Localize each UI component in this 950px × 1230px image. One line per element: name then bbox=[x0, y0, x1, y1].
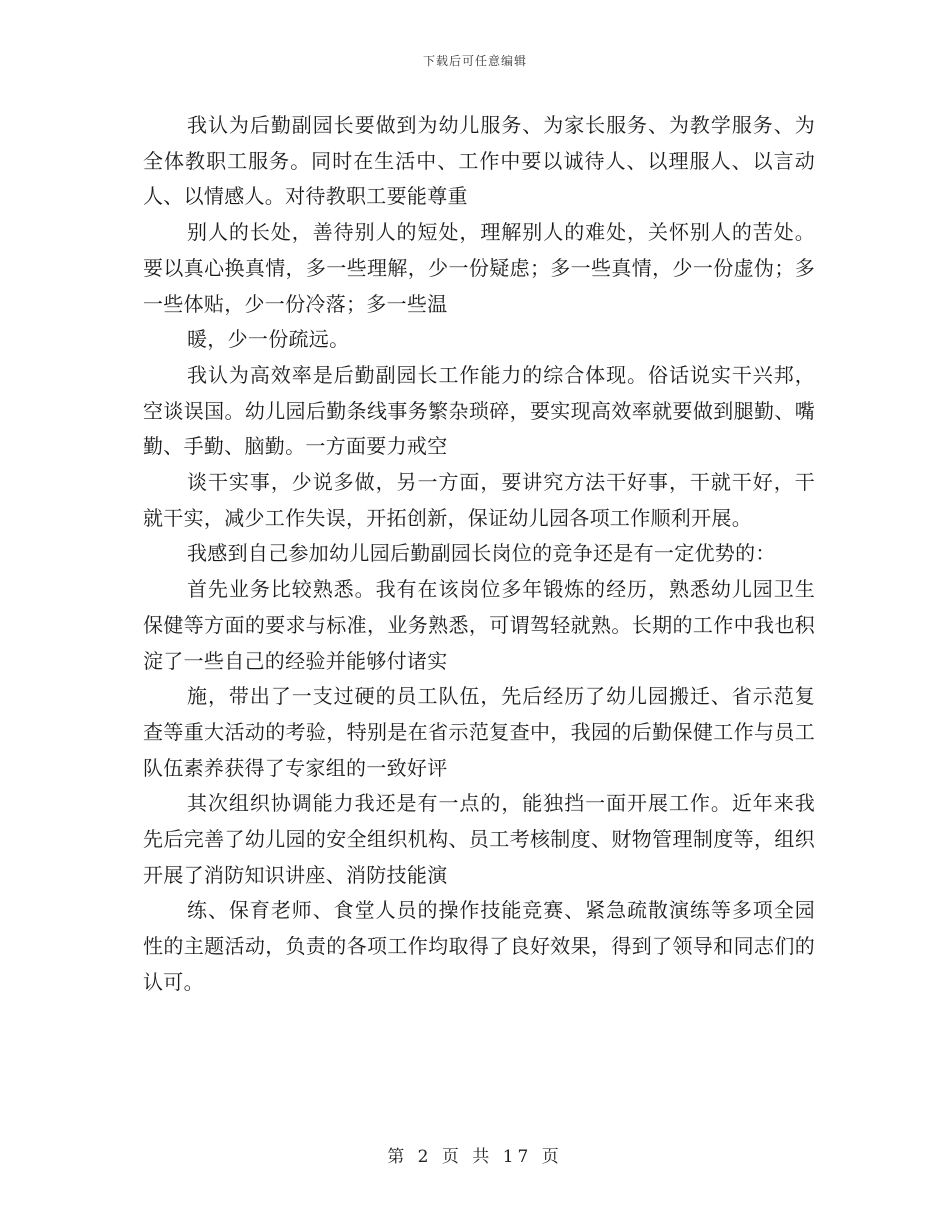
paragraph: 我认为后勤副园长要做到为幼儿服务、为家长服务、为教学服务、为全体教职工服务。同时在生活中、工作中要以诚待人、以理服人、以言动人、以情感人。对待教职工要能尊重 bbox=[143, 113, 815, 209]
paragraph: 我感到自己参加幼儿园后勤副园长岗位的竞争还是有一定优势的： bbox=[187, 541, 776, 566]
paragraph: 施，带出了一支过硬的员工队伍，先后经历了幼儿园搬迁、省示范复查等重大活动的考验，特别是在省示范复查中，我园的后勤保健工作与员工队伍素养获得了专家组的一致好评 bbox=[143, 684, 815, 780]
paragraph: 别人的长处，善待别人的短处，理解别人的难处，关怀别人的苦处。要以真心换真情，多一些理解，少一份疑虑；多一些真情，少一份虚伪；多一些体贴，少一份冷落；多一些温 bbox=[143, 220, 815, 316]
paragraph: 练、保育老师、食堂人员的操作技能竞赛、紧急疏散演练等多项全园性的主题活动，负责的各项工作均取得了良好效果，得到了领导和同志们的认可。 bbox=[143, 898, 815, 994]
paragraph: 其次组织协调能力我还是有一点的，能独挡一面开展工作。近年来我先后完善了幼儿园的安全组织机构、员工考核制度、财物管理制度等，组织开展了消防知识讲座、消防技能演 bbox=[143, 791, 815, 887]
paragraph: 首先业务比较熟悉。我有在该岗位多年锻炼的经历，熟悉幼儿园卫生保健等方面的要求与标准，业务熟悉，可谓驾轻就熟。长期的工作中我也积淀了一些自己的经验并能够付诸实 bbox=[143, 577, 815, 673]
paragraph: 谈干实事，少说多做，另一方面，要讲究方法干好事，干就干好，干就干实，减少工作失误，开拓创新，保证幼儿园各项工作顺利开展。 bbox=[143, 470, 815, 530]
paragraph: 我认为高效率是后勤副园长工作能力的综合体现。俗话说实干兴邦，空谈误国。幼儿园后勤条线事务繁杂琐碎，要实现高效率就要做到腿勤、嘴勤、手勤、脑勤。一方面要力戒空 bbox=[143, 362, 815, 459]
paragraph: 暖，少一份疏远。 bbox=[187, 327, 350, 352]
page-number-footer: 第 2 页 共 17 页 bbox=[387, 1147, 563, 1167]
page-header: 下载后可任意编辑 bbox=[422, 54, 527, 68]
document-body bbox=[143, 108, 815, 1001]
